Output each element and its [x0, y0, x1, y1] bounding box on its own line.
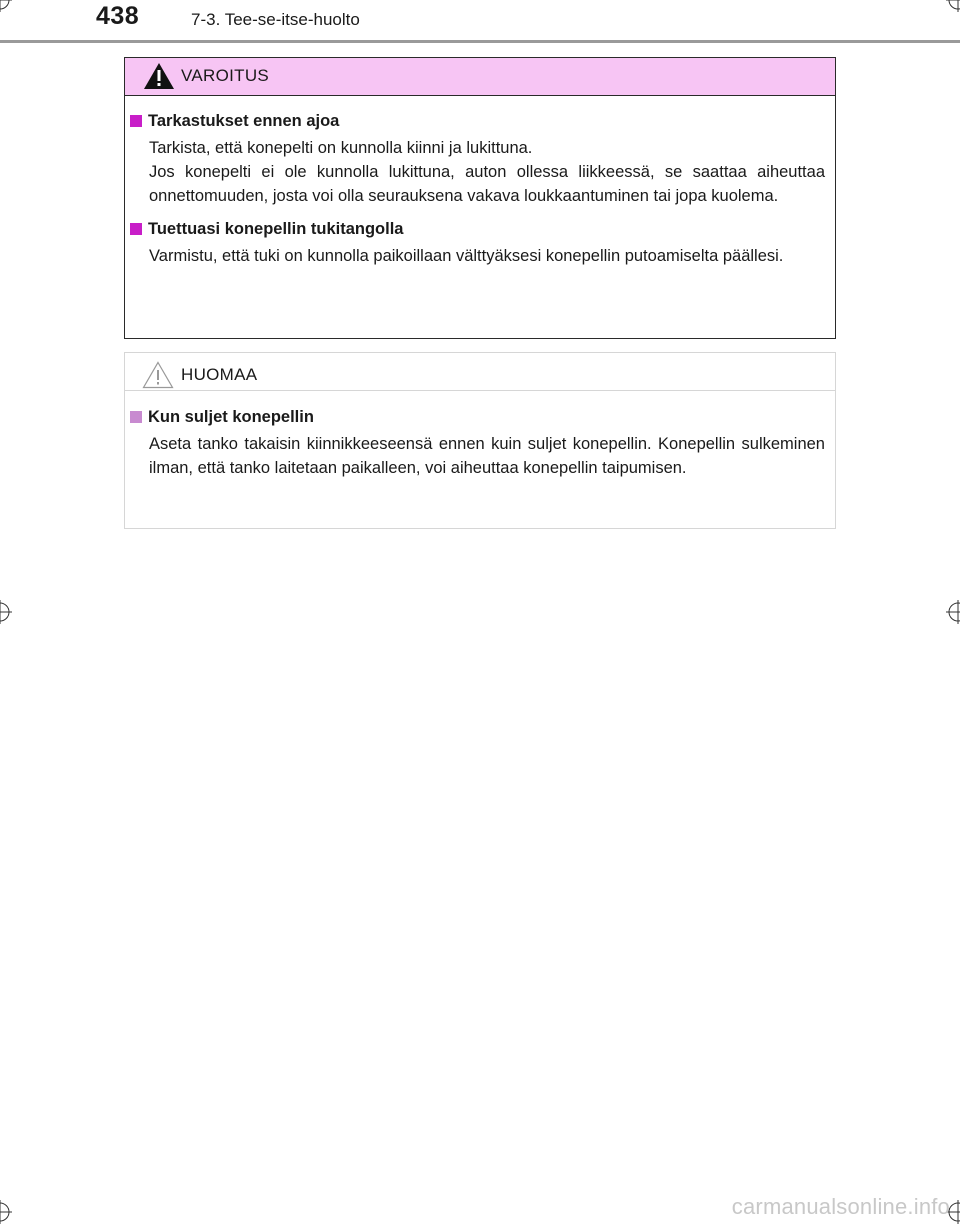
square-bullet-icon: [130, 411, 142, 423]
notice-box-body: [125, 391, 835, 480]
notice-item-text: [149, 432, 825, 480]
square-bullet-icon: [130, 115, 142, 127]
warning-item: [130, 218, 825, 268]
header-rule: [0, 40, 960, 43]
paragraph: Aseta tanko takaisin kiinnikkeeseensä ennen kuin suljet konepellin. Konepellin sulkeminen ilman, että tanko laitetaan paikalleen, voi aiheuttaa konepellin taipumisen.: [149, 435, 825, 477]
crop-mark-bottom-left: [0, 1200, 12, 1224]
warning-item-text: [149, 136, 825, 208]
paragraph: Jos konepelti ei ole kunnolla lukittuna, auton ollessa liikkeessä, se saattaa aiheuttaa onnettomuuden, josta voi olla seurauksena vakava loukkaantuminen tai jopa kuolema.: [149, 163, 825, 205]
warning-box-body: [125, 96, 835, 268]
warning-box-header: [125, 58, 835, 96]
warning-item: [130, 110, 825, 208]
warning-item-heading: Tuettuasi konepellin tukitangolla: [148, 220, 404, 238]
crop-mark-middle-left: [0, 600, 12, 624]
watermark: carmanualsonline.info: [731, 1194, 950, 1219]
warning-triangle-filled-icon: [143, 62, 175, 90]
warning-label: VAROITUS: [181, 66, 270, 85]
crop-mark-middle-right: [946, 600, 960, 624]
notice-item: [130, 406, 825, 480]
warning-triangle-outline-icon: [142, 361, 174, 389]
notice-item-heading: Kun suljet konepellin: [148, 408, 314, 426]
notice-box: [124, 352, 836, 529]
square-bullet-icon: [130, 223, 142, 235]
paragraph: Tarkista, että konepelti on kunnolla kiinni ja lukittuna.: [149, 139, 533, 157]
notice-label: HUOMAA: [181, 365, 258, 384]
notice-box-header: [125, 353, 835, 391]
warning-item-text: [149, 244, 825, 268]
warning-box: [124, 57, 836, 339]
crop-mark-top-left: [0, 0, 12, 12]
page-number: 438: [96, 2, 140, 30]
paragraph: Varmistu, että tuki on kunnolla paikoillaan välttyäksesi konepellin putoamiselta päällesi.: [149, 247, 784, 265]
warning-item-heading: Tarkastukset ennen ajoa: [148, 112, 340, 130]
section-title: 7-3. Tee-se-itse-huolto: [191, 10, 360, 29]
crop-mark-top-right: [946, 0, 960, 12]
